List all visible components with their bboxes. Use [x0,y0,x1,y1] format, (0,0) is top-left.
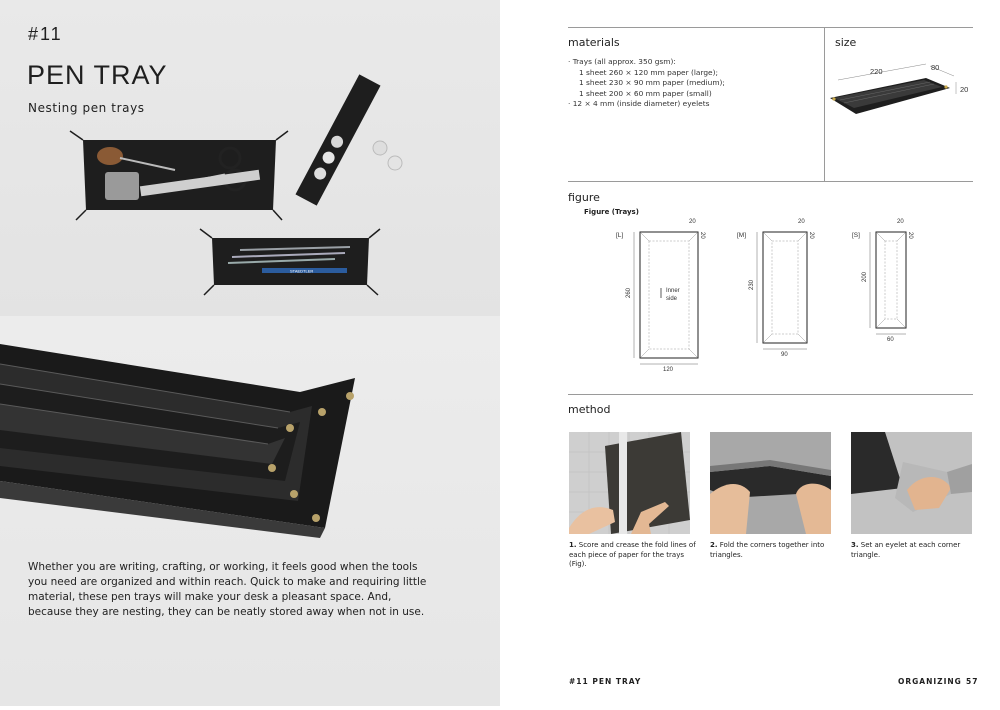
figure-heading: figure [568,191,600,204]
page-number: 57 [966,677,979,686]
materials-heading: materials [568,36,620,49]
intro-paragraph: Whether you are writing, crafting, or working, it feels good when the tools you need are organized and within reach. Quick to make and requiring little material, these pen trays will make your desk a pleasant space. And, because they are nesting, they can be neatly stored away when not in use. [28,561,427,618]
tray-s-corner-w: 20 [897,219,904,225]
step-number: 1. [569,541,577,549]
size-width: 80 [931,63,940,72]
page-subtitle: Nesting pen trays [28,101,145,115]
tray-label-m: [M] [737,232,747,239]
step-number: 3. [851,541,859,549]
tray-s-height: 200 [862,271,868,282]
divider [568,181,973,182]
eyelet [268,464,276,472]
tray-l-width: 120 [663,367,674,373]
tray-l-corner-w: 20 [689,219,696,225]
narrow-tray [295,74,380,205]
materials-item: 1 sheet 230 × 90 mm paper (medium); [579,78,725,88]
size-diagram [826,56,974,126]
footer-section: ORGANIZING [898,677,962,686]
footer-project: #11 PEN TRAY [569,677,642,686]
materials-item: 1 sheet 200 × 60 mm paper (small) [579,88,712,98]
step-2-caption [710,541,838,560]
trays-figure [610,214,930,376]
method-heading: method [568,403,611,416]
tray-m-height: 230 [749,279,755,290]
method-photo-2 [710,432,831,534]
pencil-brand: STAEDTLER [290,268,314,274]
method-photo-1 [569,432,690,534]
step-number: 2. [710,541,718,549]
size-heading: size [835,36,857,49]
project-number: #11 [28,24,63,44]
left-page [0,0,500,706]
page-title: PEN TRAY [27,60,168,90]
tray-s-corner-h: 20 [907,232,913,239]
divider [568,27,973,28]
materials-item: · Trays (all approx. 350 gsm): [568,57,676,66]
step-text: Set an eyelet at each corner triangle. [851,541,961,559]
clip [105,172,139,200]
awl-handle [97,147,123,165]
divider [568,394,973,395]
step-text: Fold the corners together into triangles. [710,541,825,559]
tray-m-width: 90 [781,352,788,358]
step-3-caption [851,541,976,560]
eyelet [290,490,298,498]
pen-trays-photo [0,0,500,316]
tray-m-corner-h: 20 [808,232,814,239]
materials-item: · 12 × 4 mm (inside diameter) eyelets [568,99,710,109]
size-height: 20 [960,85,969,94]
pen-trays-illustration [0,0,500,316]
materials-item: 1 sheet 260 × 120 mm paper (large); [579,67,718,77]
figure-subheading: Figure (Trays) [584,208,639,216]
divider [824,27,825,181]
tray-s-width: 60 [887,337,894,343]
tray-label-l: [L] [616,232,624,239]
eyelet [286,424,294,432]
eyelet [346,392,354,400]
tray-m-corner-w: 20 [798,219,805,225]
inner-side-label-2: side [666,296,678,302]
eyelet [312,514,320,522]
materials-list [568,57,725,110]
nested-trays-photo [0,316,500,706]
inner-side-label: Inner [666,288,680,294]
tray-label-s: [S] [852,232,860,239]
step-text: Score and crease the fold lines of each piece of paper for the trays (Fig). [569,541,696,568]
eyelet [318,408,326,416]
size-length: 220 [870,67,883,76]
tray-l-height: 260 [626,287,632,298]
method-photo-3 [851,432,972,534]
tray-l-corner-h: 20 [699,232,705,239]
nested-trays-illustration [0,316,500,706]
step-1-caption [569,541,697,570]
